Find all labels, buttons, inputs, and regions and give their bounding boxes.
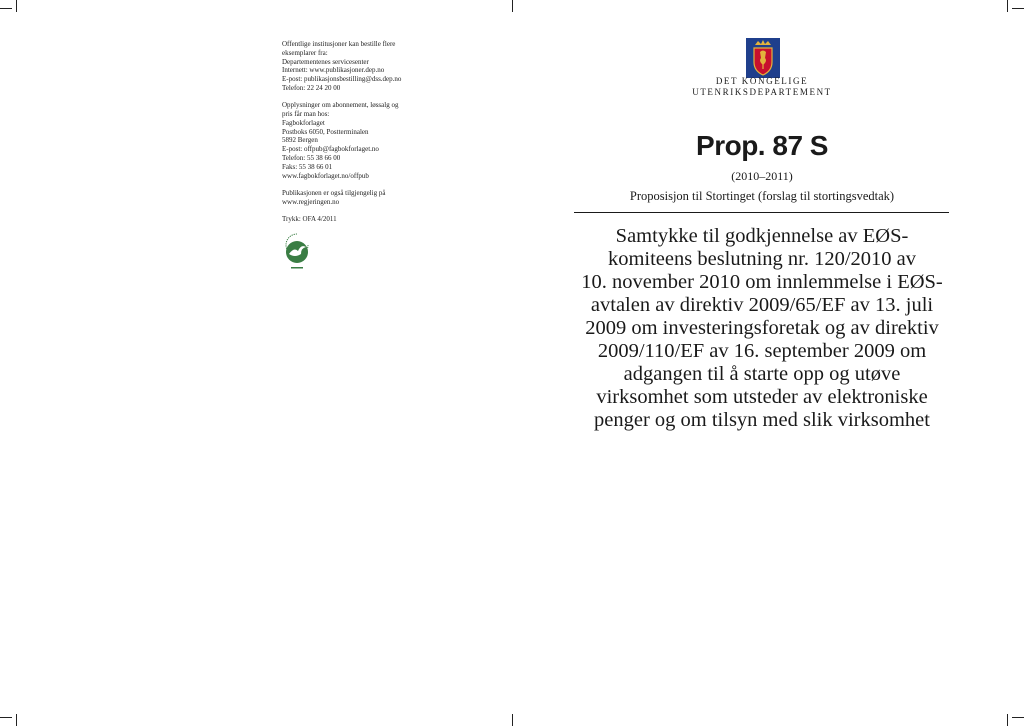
subscription-info-line: Fagbokforlaget	[282, 118, 325, 127]
subscription-info-line: Postboks 6050, Postterminalen	[282, 127, 369, 136]
subscription-info-line: www.fagbokforlaget.no/offpub	[282, 171, 369, 180]
document-title-line: adgangen til å starte opp og utøve	[623, 363, 901, 385]
subscription-info-line: pris får man hos:	[282, 110, 330, 119]
document-title-line: penger og om tilsyn med slik virksomhet	[594, 409, 930, 431]
print-info-line: Trykk: OFA 4/2011	[282, 215, 337, 224]
document-title	[574, 225, 950, 432]
divider	[574, 212, 949, 213]
crop-mark	[0, 8, 12, 9]
ministry-line-2: UTENRIKSDEPARTEMENT	[692, 86, 832, 97]
crop-mark	[1012, 717, 1024, 718]
subscription-info-line: Telefon: 55 38 66 00	[282, 154, 341, 163]
subscription-info-line: Faks: 55 38 66 01	[282, 162, 333, 171]
proposition-number: Prop. 87 S	[696, 130, 828, 161]
document-title-line: 2009/110/EF av 16. september 2009 om	[597, 340, 927, 362]
ministry-line-1: DET KONGELIGE	[715, 76, 809, 86]
web-info-line: Publikasjonen er også tilgjengelig på	[282, 188, 386, 197]
crop-mark	[16, 0, 17, 12]
order-info-line: eksemplarer fra:	[282, 48, 328, 57]
web-info-block	[282, 189, 442, 207]
crop-mark	[512, 714, 513, 726]
royal-coat-of-arms-icon	[746, 38, 780, 78]
order-info-block	[282, 40, 442, 93]
proposition-subtitle: Proposisjon til Stortinget (forslag til stortingsvedtak)	[629, 189, 895, 203]
crop-mark	[0, 717, 12, 718]
order-info-line: Offentlige institusjoner kan bestille flere	[282, 40, 396, 48]
crop-mark	[1007, 0, 1008, 12]
order-info-line: E-post: publikasjonsbestilling@dss.dep.no	[282, 75, 402, 84]
web-info-line: www.regjeringen.no	[282, 197, 340, 206]
crop-mark	[16, 714, 17, 726]
subscription-info-line: Opplysninger om abonnement, løssalg og	[282, 101, 399, 110]
order-info-line: Telefon: 22 24 20 00	[282, 83, 341, 92]
document-title-line: 2009 om investeringsforetak og av direktiv	[585, 317, 939, 339]
print-info-block	[282, 215, 442, 224]
order-info-line: Internett: www.publikasjoner.dep.no	[282, 66, 385, 75]
subscription-info-line: E-post: offpub@fagbokforlaget.no	[282, 145, 379, 154]
crop-mark	[1007, 714, 1008, 726]
order-info-line: Departementenes servicesenter	[282, 57, 369, 66]
nordic-swan-ecolabel-icon	[282, 230, 312, 272]
subscription-info-block	[282, 101, 442, 180]
crop-mark	[1012, 8, 1024, 9]
document-title-line: avtalen av direktiv 2009/65/EF av 13. juli	[590, 294, 934, 316]
ministry-name	[674, 76, 850, 97]
subscription-info-line: 5892 Bergen	[282, 136, 318, 145]
colophon	[282, 40, 442, 232]
session-years: (2010–2011)	[731, 169, 793, 183]
document-title-line: virksomhet som utsteder av elektroniske	[596, 386, 928, 408]
document-title-line: 10. november 2010 om innlemmelse i EØS-	[581, 271, 943, 293]
crop-mark	[512, 0, 513, 12]
document-title-line: komiteens beslutning nr. 120/2010 av	[607, 248, 917, 270]
document-title-line: Samtykke til godkjennelse av EØS-	[615, 225, 909, 247]
